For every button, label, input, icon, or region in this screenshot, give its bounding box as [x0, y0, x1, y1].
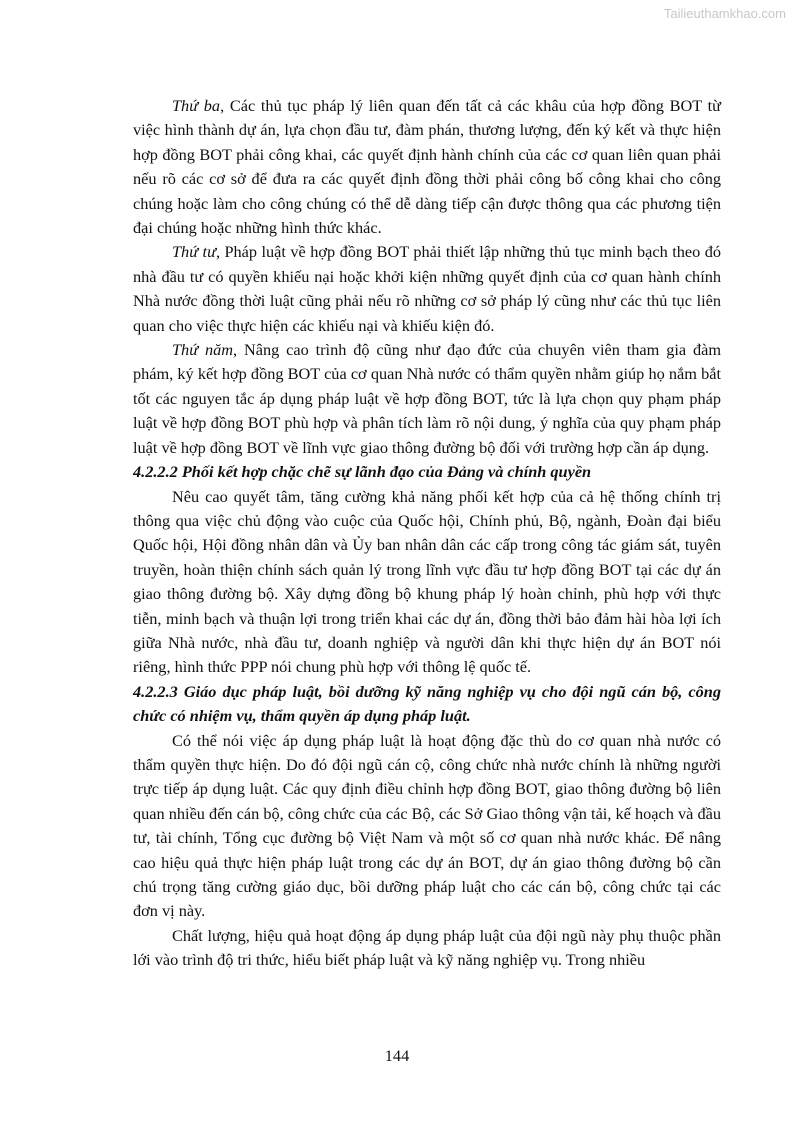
- paragraph-chat-luong: Chất lượng, hiệu quả hoạt động áp dụng pháp luật của đội ngũ này phụ thuộc phần lới vào trình độ tri thức, hiểu biết pháp luật và kỹ năng nghiệp vụ. Trong nhiều: [133, 925, 721, 970]
- page-number: 144: [384, 1046, 410, 1065]
- paragraph-lead: Thứ tư: [172, 242, 216, 262]
- paragraph-ap-dung-phap-luat: Có thể nói việc áp dụng pháp luật là hoạt động đặc thù do cơ quan nhà nước có thẩm quyền thực hiện. Do đó đội ngũ cán cộ, công chức nhà nước chính là những người trực tiếp áp dụng luật. Các quy định điều chỉnh hợp đồng BOT, giao thông đường bộ liên quan nhiều đến cán bộ, công chức của các Bộ, các Sở Giao thông vận tải, kế hoạch và đầu tư, tài chính, Tổng cục đường bộ Việt Nam và một số cơ quan nhà nước khác. Để nâng cao hiệu quả thực hiện pháp luật trong các dự án BOT, dự án giao thông đường bộ cần chú trọng tăng cường giáo dục, bồi dưỡng pháp luật cho các cán bộ, công chức tại các đơn vị này.: [133, 730, 721, 921]
- paragraph-phoi-ket-hop: Nêu cao quyết tâm, tăng cường khả năng phối kết hợp của cả hệ thống chính trị thông qua việc chủ động vào cuộc của Quốc hội, Chính phủ, Bộ, ngành, Đoàn đại biểu Quốc hội, Hội đồng nhân dân và Ủy ban nhân dân các cấp trong công tác giám sát, tuyên truyền, hoàn thiện chính sách quản lý trong lĩnh vực đầu tư hợp đồng BOT tại các dự án giao thông đường bộ. Xây dựng đồng bộ khung pháp lý hoàn chỉnh, phù hợp với thực tiễn, minh bạch và thuận lợi trong triển khai các dự án, đồng thời bảo đảm hài hòa lợi ích giữa Nhà nước, nhà đầu tư, doanh nghiệp và người dân khi thực hiện dự án BOT nói riêng, hình thức PPP nói chung phù hợp với thông lệ quốc tế.: [133, 486, 721, 677]
- paragraph-thu-ba: [133, 94, 721, 240]
- paragraph-thu-tu: [133, 240, 721, 338]
- watermark: Tailieuthamkhao.com: [663, 6, 786, 21]
- paragraph-lead: Thứ năm: [172, 340, 234, 360]
- paragraph-lead: Thứ ba: [172, 96, 221, 115]
- page-body: [133, 94, 721, 973]
- paragraph-text: , Nâng cao trình độ cũng như đạo đức của chuyên viên tham gia đàm phám, ký kết hợp đồng BOT của cơ quan Nhà nước có thẩm quyền nhằm giúp họ nắm bắt tốt các nguyen tắc áp dụng pháp luật về hợp đồng BOT, tức là lựa chọn quy phạm pháp luật về hợp đồng BOT phù hợp và phân tích làm rõ nội dung, ý nghĩa của quy phạm pháp luật về hợp đồng BOT về lĩnh vực giao thông đường bộ đối với trường hợp cần áp dụng.: [133, 340, 722, 457]
- section-heading-4-2-2-3: 4.2.2.3 Giáo dục pháp luật, bồi dưỡng kỹ năng nghiệp vụ cho đội ngũ cán bộ, công chức có nhiệm vụ, thẩm quyền áp dụng pháp luật.: [133, 681, 721, 726]
- paragraph-thu-nam: [133, 338, 721, 460]
- section-heading-4-2-2-2: 4.2.2.2 Phối kết hợp chặc chẽ sự lãnh đạo của Đảng và chính quyền: [133, 462, 592, 482]
- paragraph-text: , Pháp luật về hợp đồng BOT phải thiết lập những thủ tục minh bạch theo đó nhà đầu tư có quyền khiếu nại hoặc khởi kiện những quyết định của cơ quan hành chính Nhà nước đồng thời luật cũng phải nếu rõ những cơ sở pháp lý cũng như các thủ tục liên quan cho việc thực hiện các khiếu nại và khiếu kiện đó.: [133, 242, 721, 335]
- paragraph-text: , Các thủ tục pháp lý liên quan đến tất cả các khâu của hợp đồng BOT từ việc hình thành dự án, lựa chọn đầu tư, đàm phán, thương lượng, đến ký kết và thực hiện hợp đồng BOT phải công khai, các quyết định hành chính của các cơ quan liên quan phải nếu rõ các cơ sở để đưa ra các quyết định đồng thời phải công bố công khai cho công chúng hoặc làm cho công chúng có thể dễ dàng tiếp cận được thông qua các phương tiện đại chúng hoặc những hình thức khác.: [133, 96, 721, 238]
